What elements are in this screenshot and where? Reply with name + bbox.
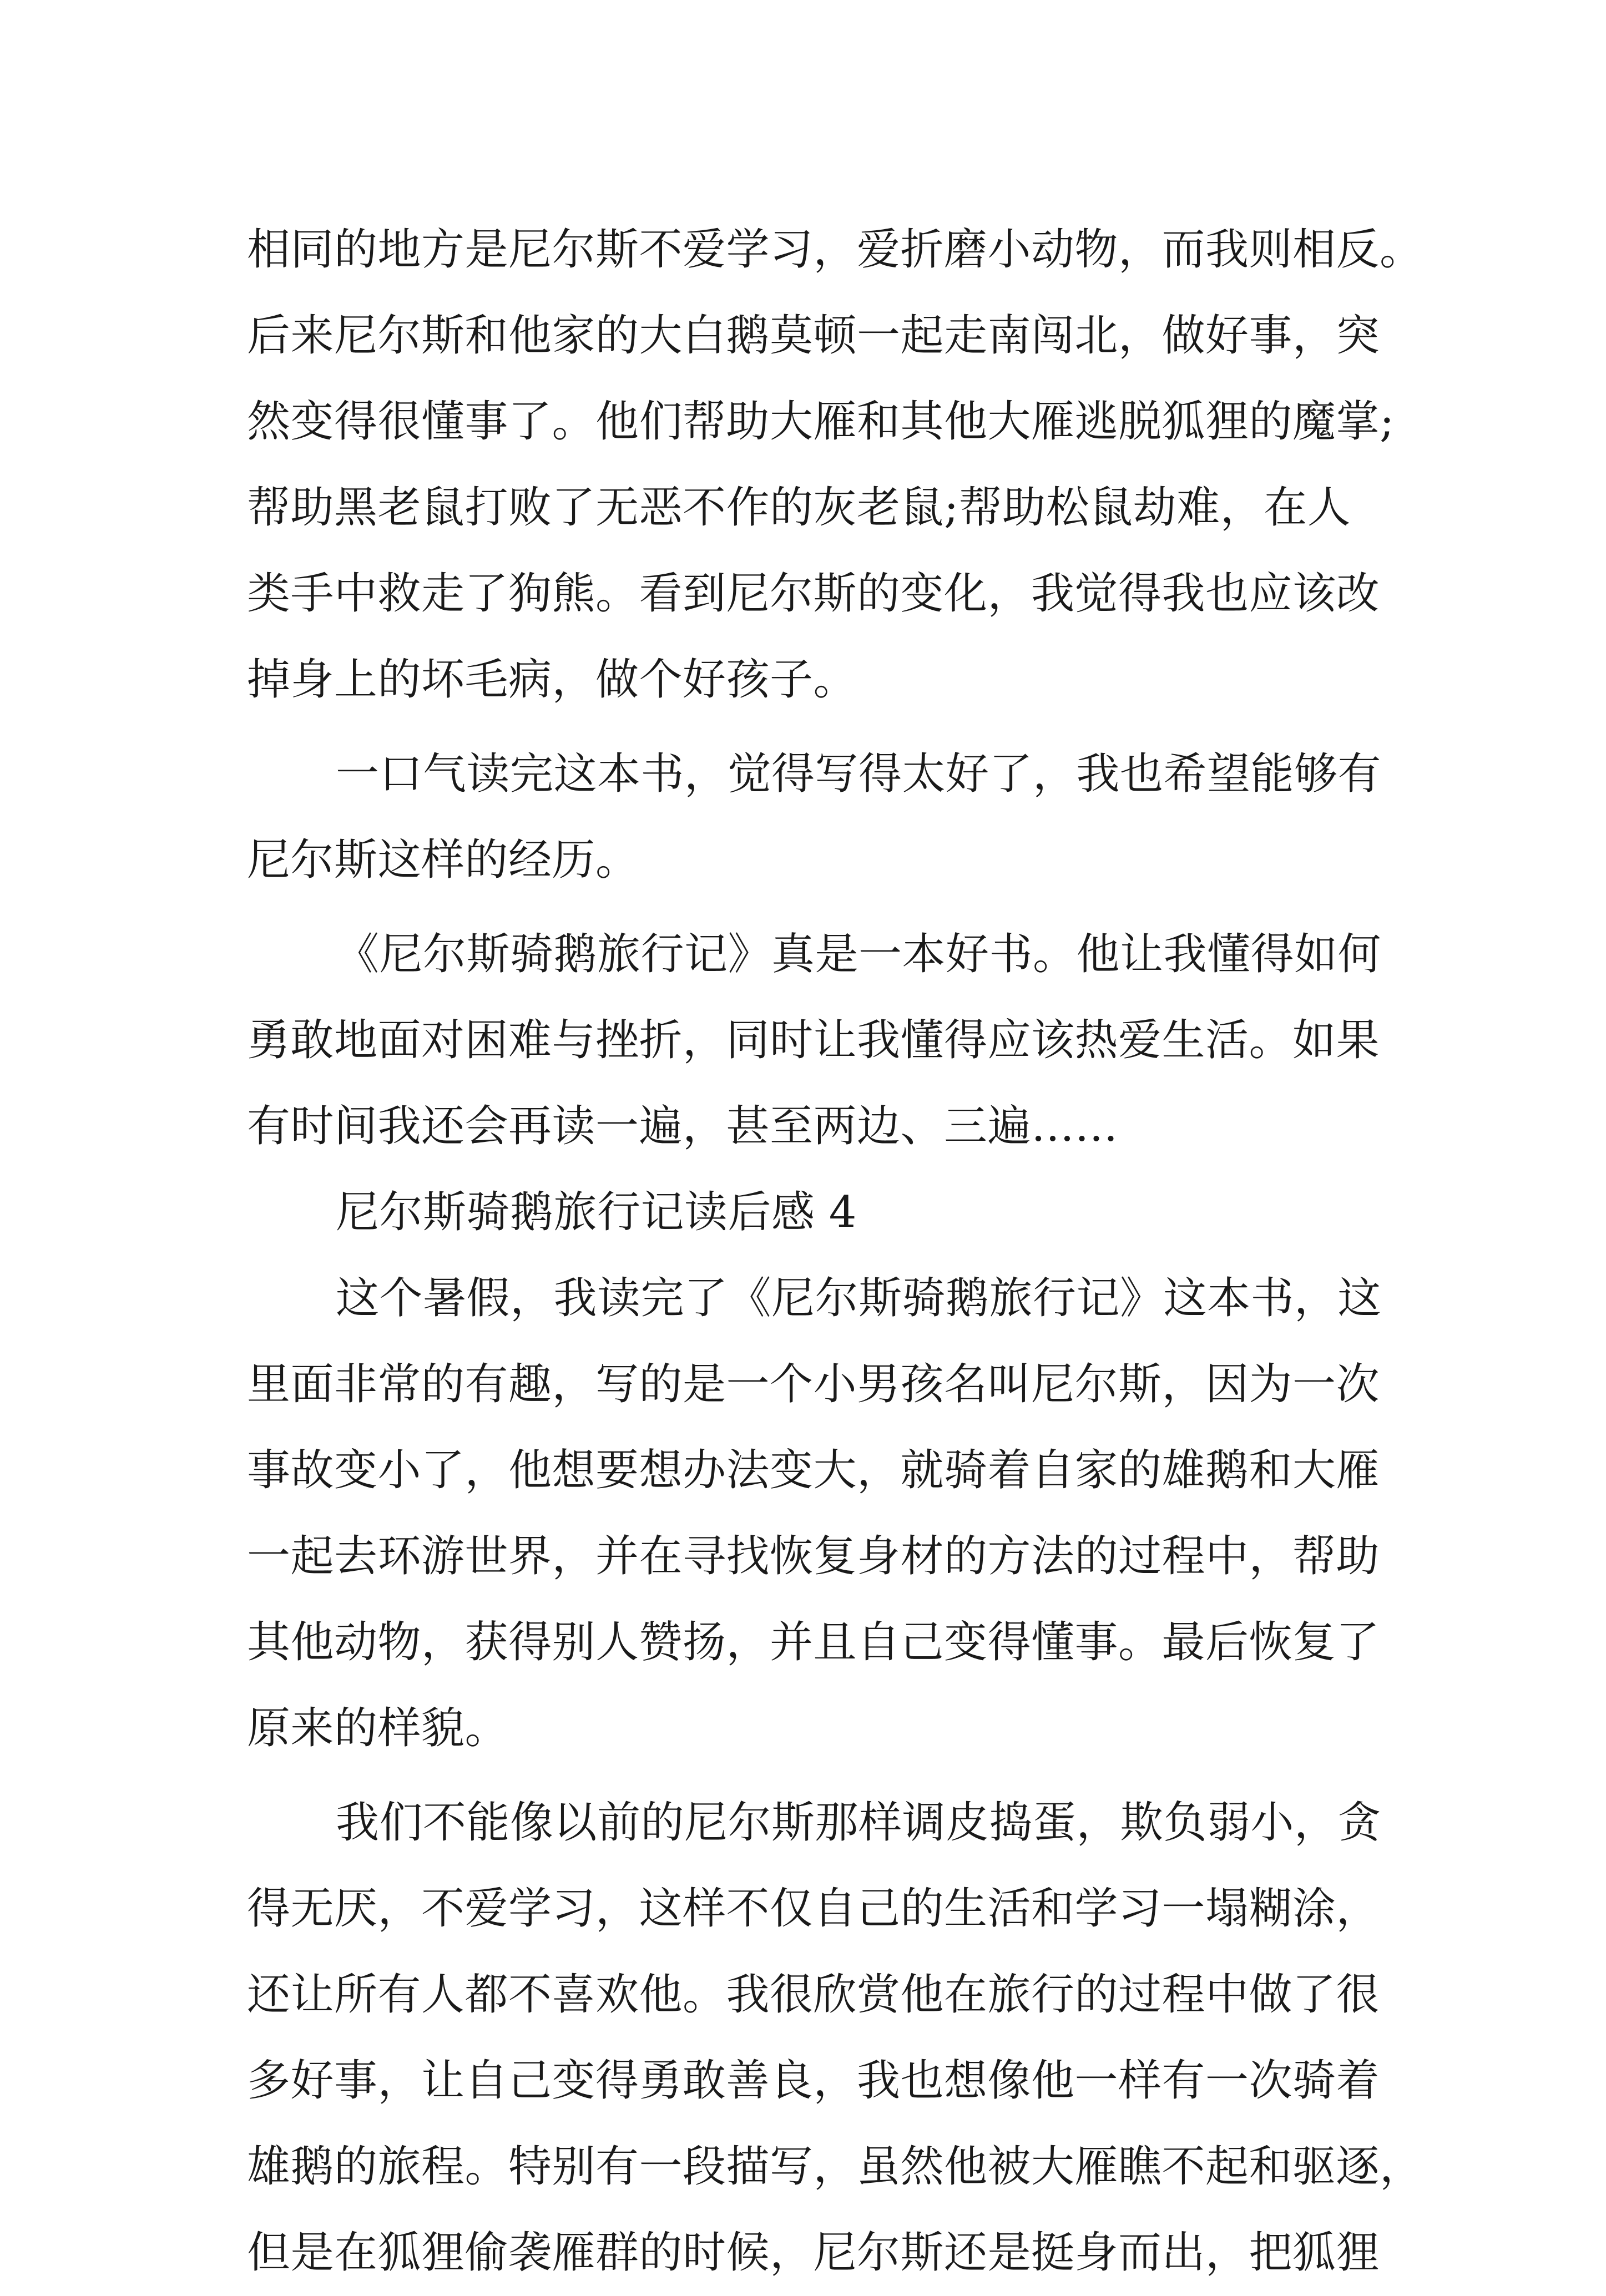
text-line: 帮助黑老鼠打败了无恶不作的灰老鼠;帮助松鼠劫难，在人 bbox=[247, 483, 1351, 533]
text-line: 相同的地方是尼尔斯不爱学习，爱折磨小动物，而我则相反。 bbox=[247, 225, 1423, 275]
paragraph-first-line: 这个暑假，我读完了《尼尔斯骑鹅旅行记》这本书，这 bbox=[336, 1273, 1382, 1323]
text-line: 还让所有人都不喜欢他。我很欣赏他在旅行的过程中做了很 bbox=[247, 1970, 1380, 2020]
text-line: 里面非常的有趣，写的是一个小男孩名叫尼尔斯，因为一次 bbox=[247, 1359, 1380, 1409]
text-line: 后来尼尔斯和他家的大白鹅莫顿一起走南闯北，做好事，突 bbox=[247, 311, 1380, 361]
text-line: 雄鹅的旅程。特别有一段描写，虽然他被大雁瞧不起和驱逐， bbox=[247, 2142, 1423, 2192]
paragraph-first-line: 我们不能像以前的尼尔斯那样调皮捣蛋，欺负弱小，贪 bbox=[336, 1798, 1382, 1848]
text-line: 事故变小了，他想要想办法变大，就骑着自家的雄鹅和大雁 bbox=[247, 1445, 1380, 1495]
text-line: 得无厌，不爱学习，这样不仅自己的生活和学习一塌糊涂， bbox=[247, 1884, 1380, 1934]
paragraph-first-line: 一口气读完这本书，觉得写得太好了，我也希望能够有 bbox=[336, 749, 1382, 799]
text-line: 原来的样貌。 bbox=[247, 1703, 509, 1753]
text-line: 然变得很懂事了。他们帮助大雁和其他大雁逃脱狐狸的魔掌; bbox=[247, 397, 1395, 447]
text-line: 有时间我还会再读一遍，甚至两边、三遍…… bbox=[247, 1101, 1119, 1151]
paragraph-first-line: 《尼尔斯骑鹅旅行记》真是一本好书。他让我懂得如何 bbox=[336, 929, 1382, 979]
text-line: 掉身上的坏毛病，做个好孩子。 bbox=[247, 655, 857, 705]
text-line: 但是在狐狸偷袭雁群的时候，尼尔斯还是挺身而出，把狐狸 bbox=[247, 2228, 1380, 2278]
section-heading: 尼尔斯骑鹅旅行记读后感 4 bbox=[336, 1187, 857, 1237]
text-line: 勇敢地面对困难与挫折，同时让我懂得应该热爱生活。如果 bbox=[247, 1015, 1380, 1065]
text-line: 尼尔斯这样的经历。 bbox=[247, 835, 639, 885]
text-line: 一起去环游世界，并在寻找恢复身材的方法的过程中，帮助 bbox=[247, 1531, 1380, 1581]
text-line: 多好事，让自己变得勇敢善良，我也想像他一样有一次骑着 bbox=[247, 2056, 1380, 2106]
text-line: 类手中救走了狗熊。看到尼尔斯的变化，我觉得我也应该改 bbox=[247, 569, 1380, 619]
document-page bbox=[247, 207, 1423, 2296]
text-line: 其他动物，获得别人赞扬，并且自己变得懂事。最后恢复了 bbox=[247, 1617, 1380, 1667]
